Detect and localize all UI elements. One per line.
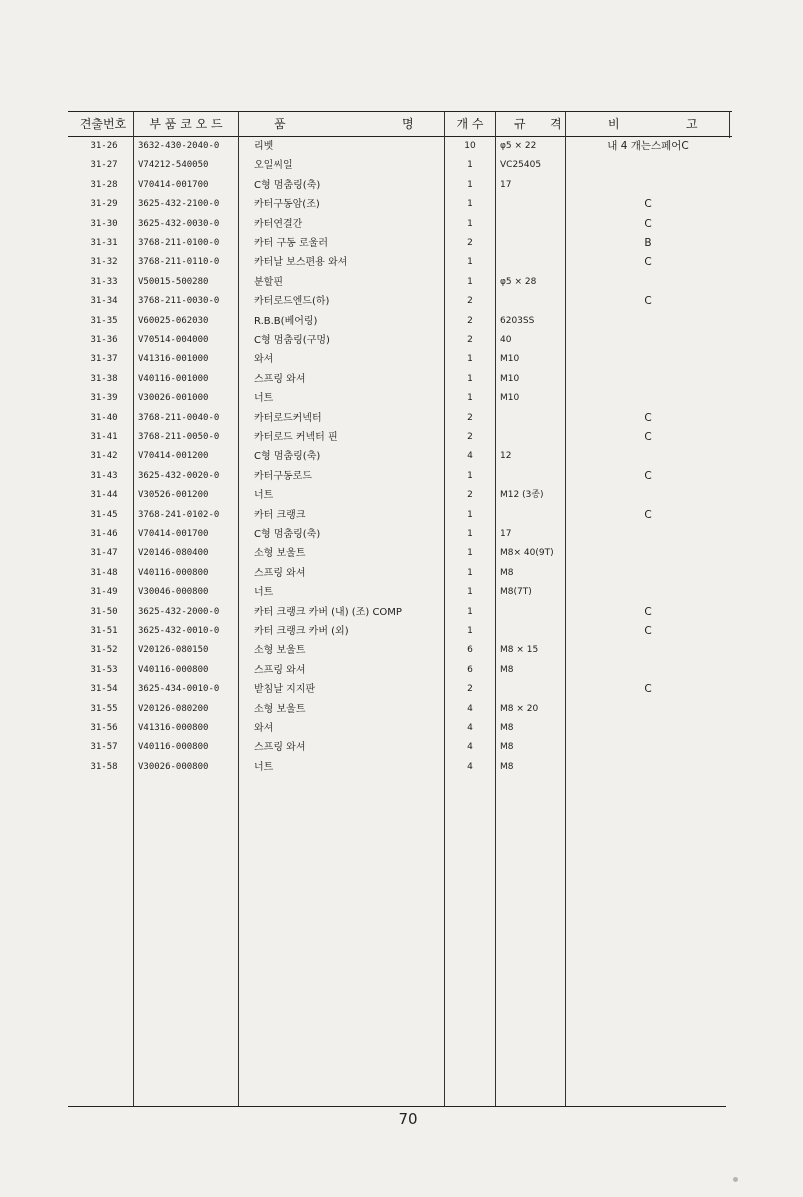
part-number: 31-53 <box>90 664 118 675</box>
part-code: 3625-434-0010-0 <box>138 684 220 695</box>
specification: 6203SS <box>500 315 535 326</box>
table-row <box>0 525 803 544</box>
part-code: 3625-432-0030-0 <box>138 218 220 229</box>
part-name: 스프링 와셔 <box>254 664 306 676</box>
part-code: 3625-432-2000-0 <box>138 606 220 617</box>
part-number: 31-57 <box>90 742 118 753</box>
part-name: 스프링 와셔 <box>254 567 306 579</box>
part-name: 분할핀 <box>254 276 283 288</box>
part-number: 31-47 <box>90 548 118 559</box>
part-number: 31-48 <box>90 567 118 578</box>
table-row <box>0 409 803 428</box>
part-name: 카터로드커넥터 <box>254 412 322 424</box>
table-row <box>0 544 803 563</box>
part-code: 3768-241-0102-0 <box>138 509 220 520</box>
quantity: 1 <box>467 160 473 171</box>
part-number: 31-52 <box>90 645 118 656</box>
table-row <box>0 622 803 641</box>
part-code: V60025-062030 <box>138 315 209 326</box>
quantity: 6 <box>467 645 473 656</box>
quantity: 1 <box>467 179 473 190</box>
part-number: 31-46 <box>90 529 118 539</box>
part-number: 31-40 <box>90 412 118 423</box>
part-name: 카터연결간 <box>254 218 303 230</box>
part-name: 와셔 <box>254 354 274 366</box>
part-code: V30026-000800 <box>138 761 209 772</box>
remarks: C <box>644 295 652 308</box>
part-number: 31-50 <box>90 606 118 617</box>
specification: 17 <box>500 179 512 190</box>
part-number: 31-42 <box>90 451 118 462</box>
quantity: 1 <box>467 587 473 598</box>
specification: M8× 40(9T) <box>500 548 554 559</box>
quantity: 6 <box>467 664 473 675</box>
specification: 17 <box>500 529 512 539</box>
part-code: 3768-211-0030-0 <box>138 296 220 307</box>
scan-dot <box>733 1177 738 1182</box>
specification: M10 <box>500 373 520 384</box>
specification: VC25405 <box>500 160 542 171</box>
quantity: 1 <box>467 567 473 578</box>
quantity: 4 <box>467 703 473 714</box>
quantity: 2 <box>467 490 473 501</box>
part-number: 31-55 <box>90 703 118 714</box>
remarks: C <box>644 625 652 637</box>
remarks: C <box>644 469 652 482</box>
part-code: V74212-540050 <box>138 160 209 171</box>
table-row <box>0 176 803 195</box>
part-code: 3768-211-0040-0 <box>138 412 220 423</box>
part-number: 31-38 <box>90 373 118 384</box>
specification: M10 <box>500 354 520 365</box>
part-number: 31-28 <box>90 179 118 190</box>
specification: φ5 × 22 <box>500 141 537 151</box>
part-number: 31-39 <box>90 393 118 404</box>
remarks: C <box>644 605 652 618</box>
part-code: V40116-000800 <box>138 664 209 675</box>
part-name: 카터로드 커넥터 핀 <box>254 432 338 443</box>
part-name: 카터날 보스편용 와셔 <box>254 257 348 269</box>
table-row <box>0 486 803 505</box>
part-number: 31-30 <box>90 218 118 229</box>
part-name: R.B.B(베어링) <box>254 315 318 327</box>
header-part-code: 부 품 코 오 드 <box>149 117 223 131</box>
specification: M8(7T) <box>500 587 532 598</box>
table-row <box>0 389 803 408</box>
part-name: 소형 보울트 <box>254 645 306 657</box>
specification: M10 <box>500 393 520 404</box>
part-name: C형 멈춤링(축) <box>254 179 321 191</box>
part-name: C형 멈춤링(축) <box>254 529 321 540</box>
specification: M8 × 15 <box>500 645 539 656</box>
part-number: 31-34 <box>90 296 118 307</box>
table-bottom-rule <box>68 1106 726 1107</box>
remarks: C <box>644 508 652 521</box>
specification: M8 × 20 <box>500 703 539 714</box>
quantity: 1 <box>467 354 473 365</box>
quantity: 1 <box>467 548 473 559</box>
part-number: 31-49 <box>90 587 118 598</box>
part-code: V20146-080400 <box>138 548 209 559</box>
part-number: 31-32 <box>90 257 118 268</box>
part-name: 카터구동암(조) <box>254 199 320 211</box>
part-name: 카터로드엔드(하) <box>254 296 330 308</box>
part-name: 오일씨일 <box>254 160 293 172</box>
part-name: 스프링 와셔 <box>254 373 306 385</box>
part-code: V40116-000800 <box>138 567 209 578</box>
table-row <box>0 331 803 350</box>
quantity: 1 <box>467 626 473 636</box>
table-row <box>0 719 803 738</box>
quantity: 2 <box>467 296 473 307</box>
table-row <box>0 273 803 292</box>
part-name: 소형 보울트 <box>254 548 306 560</box>
quantity: 2 <box>467 684 473 695</box>
part-name: 카터 크랭크 카버 (외) <box>254 626 349 637</box>
table-row <box>0 370 803 389</box>
quantity: 4 <box>467 742 473 753</box>
part-number: 31-36 <box>90 335 118 345</box>
part-code: V20126-080150 <box>138 645 209 656</box>
part-code: V30026-001000 <box>138 393 209 404</box>
part-number: 31-54 <box>90 684 118 695</box>
table-row <box>0 292 803 311</box>
part-code: V41316-000800 <box>138 723 209 733</box>
part-name: 너트 <box>254 761 274 773</box>
part-code: V70514-004000 <box>138 335 209 345</box>
quantity: 2 <box>467 238 473 248</box>
quantity: 10 <box>464 141 476 151</box>
quantity: 1 <box>467 257 473 268</box>
quantity: 1 <box>467 470 473 481</box>
part-name: 너트 <box>254 490 274 502</box>
column-divider <box>729 112 730 138</box>
table-row <box>0 700 803 719</box>
specification: φ5 × 28 <box>500 276 537 287</box>
table-row <box>0 603 803 622</box>
quantity: 1 <box>467 199 473 210</box>
part-code: 3625-432-0010-0 <box>138 626 220 636</box>
header-spec-1: 규 <box>514 117 526 131</box>
remarks: C <box>644 411 652 424</box>
quantity: 1 <box>467 276 473 287</box>
quantity: 2 <box>467 412 473 423</box>
quantity: 1 <box>467 606 473 617</box>
part-name: 카터구동로드 <box>254 470 312 482</box>
part-number: 31-27 <box>90 160 118 171</box>
specification: 40 <box>500 335 512 345</box>
header-spec-2: 격 <box>550 117 562 131</box>
specification: 12 <box>500 451 512 462</box>
part-name: 너트 <box>254 393 274 405</box>
part-name: 너트 <box>254 587 274 599</box>
specification: M8 <box>500 567 514 578</box>
part-number: 31-51 <box>90 626 118 636</box>
table-row <box>0 137 803 156</box>
quantity: 4 <box>467 451 473 462</box>
table-row <box>0 641 803 660</box>
table-top-rule <box>68 111 732 112</box>
part-name: 받침날 지지판 <box>254 684 316 696</box>
part-name: C형 멈춤링(구멍) <box>254 335 330 346</box>
table-row <box>0 195 803 214</box>
table-row <box>0 758 803 777</box>
part-name: 와셔 <box>254 723 274 734</box>
table-row <box>0 467 803 486</box>
part-code: 3768-211-0110-0 <box>138 257 220 268</box>
quantity: 1 <box>467 393 473 404</box>
remarks: C <box>644 683 652 696</box>
part-name: 카터 크랭크 <box>254 509 306 521</box>
table-row <box>0 564 803 583</box>
part-number: 31-45 <box>90 509 118 520</box>
header-remarks-2: 고 <box>686 117 698 131</box>
remarks: C <box>644 431 652 443</box>
specification: M8 <box>500 761 514 772</box>
specification: M12 (3종) <box>500 490 544 501</box>
specification: M8 <box>500 664 514 675</box>
quantity: 1 <box>467 373 473 384</box>
page-number: 70 <box>398 1110 418 1128</box>
part-code: V40116-000800 <box>138 742 209 753</box>
part-name: 카터 크랭크 카버 (내) (조) COMP <box>254 606 402 618</box>
table-row <box>0 583 803 602</box>
table-row <box>0 506 803 525</box>
specification: M8 <box>500 723 514 733</box>
quantity: 2 <box>467 315 473 326</box>
part-number: 31-43 <box>90 470 118 481</box>
table-row <box>0 350 803 369</box>
part-number: 31-35 <box>90 315 118 326</box>
part-code: V70414-001700 <box>138 179 209 190</box>
part-name: 카터 구동 로울러 <box>254 238 328 249</box>
remarks: C <box>644 198 652 211</box>
remarks: B <box>644 237 652 249</box>
part-number: 31-31 <box>90 238 118 248</box>
part-name: C형 멈춤링(축) <box>254 451 321 463</box>
remarks: C <box>644 217 652 230</box>
part-name: 스프링 와셔 <box>254 742 306 754</box>
quantity: 1 <box>467 529 473 539</box>
header-part-number: 견출번호 <box>79 117 127 131</box>
quantity: 4 <box>467 761 473 772</box>
part-number: 31-29 <box>90 199 118 210</box>
table-row <box>0 234 803 253</box>
table-row <box>0 156 803 175</box>
table-row <box>0 680 803 699</box>
part-code: V70414-001200 <box>138 451 209 462</box>
table-row <box>0 447 803 466</box>
quantity: 1 <box>467 509 473 520</box>
table-row <box>0 738 803 757</box>
part-code: 3768-211-0100-0 <box>138 238 220 248</box>
part-code: V50015-500280 <box>138 276 209 287</box>
table-row <box>0 661 803 680</box>
quantity: 4 <box>467 723 473 733</box>
specification: M8 <box>500 742 514 753</box>
header-quantity: 개 수 <box>456 117 484 131</box>
part-number: 31-33 <box>90 276 118 287</box>
part-code: V40116-001000 <box>138 373 209 384</box>
table-row <box>0 428 803 447</box>
part-number: 31-41 <box>90 432 118 442</box>
part-code: 3625-432-0020-0 <box>138 470 220 481</box>
header-remarks-1: 비 <box>608 117 620 131</box>
part-code: 3632-430-2040-0 <box>138 141 220 151</box>
header-part-name-2: 명 <box>402 117 414 131</box>
part-code: V20126-080200 <box>138 703 209 714</box>
remarks: C <box>644 256 652 269</box>
header-part-name-1: 품 <box>274 117 286 131</box>
quantity: 2 <box>467 432 473 442</box>
remarks: 내 4 개는스페어C <box>607 140 689 152</box>
part-code: V70414-001700 <box>138 529 209 539</box>
quantity: 1 <box>467 218 473 229</box>
part-code: V41316-001000 <box>138 354 209 365</box>
part-number: 31-44 <box>90 490 118 501</box>
part-number: 31-26 <box>90 141 118 151</box>
table-row <box>0 312 803 331</box>
part-number: 31-58 <box>90 761 118 772</box>
quantity: 2 <box>467 335 473 345</box>
part-number: 31-56 <box>90 723 118 733</box>
table-row <box>0 215 803 234</box>
part-code: 3625-432-2100-0 <box>138 199 220 210</box>
part-code: V30046-000800 <box>138 587 209 598</box>
part-code: 3768-211-0050-0 <box>138 432 220 442</box>
part-number: 31-37 <box>90 354 118 365</box>
part-name: 소형 보울트 <box>254 703 306 715</box>
part-name: 리벳 <box>254 141 274 152</box>
table-row <box>0 253 803 272</box>
part-code: V30526-001200 <box>138 490 209 501</box>
